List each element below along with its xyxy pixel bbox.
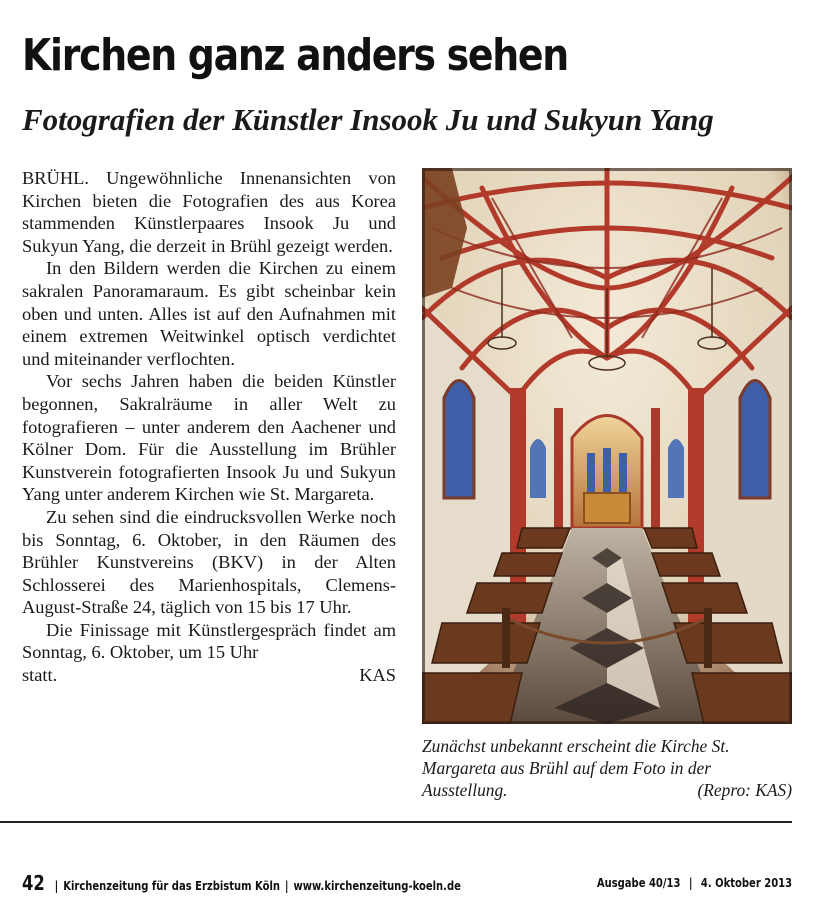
article-paragraph: Vor sechs Jahren haben die beiden Künstler begonnen, Sakralräume in aller Welt zu fotografieren – unter anderem den Aachener und Kölner Dom. Für die Ausstellung im Brühler Kunstverein fotografierten Insook Ju und Sukyun Yang unter anderem Kirchen wie St. Margareta. (22, 371, 396, 505)
caption-last-line (422, 779, 792, 801)
article-subheadline: Fotografien der Künstler Insook Ju und Sukyun Yang (22, 102, 714, 137)
footer-separator: | (54, 879, 59, 893)
article-signoff (22, 664, 396, 687)
article-paragraph: BRÜHL. Ungewöhnliche Innenansichten von Kirchen bieten die Fotografien des aus Korea stammenden Künstlerpaares Insook Ju und Sukyun Yang, die derzeit in Brühl gezeigt werden. (22, 168, 396, 256)
publication-name: Kirchenzeitung für das Erzbistum Köln (63, 879, 280, 893)
article-last-line: statt. (22, 665, 58, 686)
article-paragraph: Zu sehen sind die eindrucksvollen Werke noch bis Sonntag, 6. Oktober, in den Räumen des Brühler Kunstvereins (BKV) in der Alten Schlosserei des Marienhospitals, Clemens-August-Straße 24, täglich von 15 bis 17 Uhr. (22, 506, 396, 618)
church-interior-photo (422, 168, 792, 724)
footer-publication-info (22, 871, 461, 895)
website-link[interactable]: www.kirchenzeitung-koeln.de (293, 879, 461, 893)
caption-line: Zunächst unbekannt erscheint die Kirche St. (422, 736, 730, 756)
issue-date: 4. Oktober 2013 (700, 876, 792, 890)
article-paragraph: Die Finissage mit Künstlergespräch findet am Sonntag, 6. Oktober, um 15 Uhr (22, 619, 396, 663)
article-author: KAS (359, 665, 396, 686)
footer-separator: | (688, 876, 693, 890)
article-body (22, 167, 396, 687)
page-number: 42 (22, 871, 45, 895)
issue-number: Ausgabe 40/13 (596, 876, 681, 890)
caption-line: Margareta aus Brühl auf dem Foto in der (422, 758, 712, 778)
footer-separator: | (284, 879, 289, 893)
photo-credit: (Repro: KAS) (697, 780, 792, 800)
footer-issue-info (597, 876, 792, 890)
photo-caption (422, 735, 792, 801)
church-interior-illustration (422, 168, 792, 724)
article-headline: Kirchen ganz anders sehen (22, 30, 568, 81)
article-paragraph: In den Bildern werden die Kirchen zu einem sakralen Panoramaraum. Es gibt scheinbar kein oben und unten. Alles ist auf den Aufnahmen mit einem extremen Weitwinkel optisch verdichtet und miteinander verflochten. (22, 258, 396, 369)
caption-text: Ausstellung. (422, 780, 508, 800)
footer-divider (0, 821, 792, 823)
